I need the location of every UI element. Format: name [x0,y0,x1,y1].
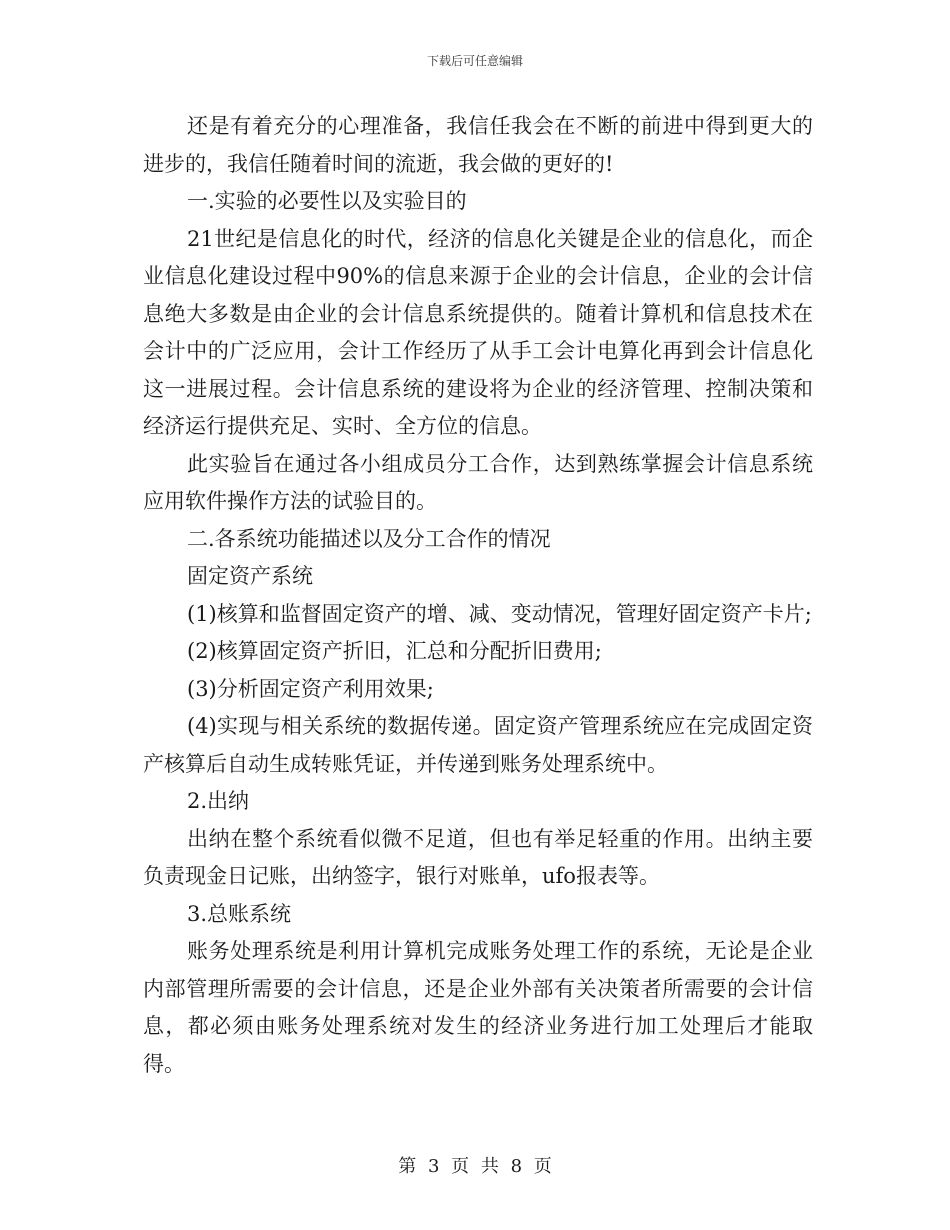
paragraph: 21世纪是信息化的时代，经济的信息化关键是企业的信息化，而企业信息化建设过程中90%的信息来源于企业的会计信息，企业的会计信息绝大多数是由企业的会计信息系统提供的。随着计算机和信息技术在会计中的广泛应用，会计工作经历了从手工会计电算化再到会计信息化这一进展过程。会计信息系统的建设将为企业的经济管理、控制决策和经济运行提供充足、实时、全方位的信息。 [143,226,813,438]
subsection-heading: 2.出纳 [187,789,250,813]
section-heading: 一.实验的必要性以及实验目的 [187,189,467,213]
paragraph: 还是有着充分的心理准备，我信任我会在不断的前进中得到更大的进步的，我信任随着时间的流逝，我会做的更好的! [143,114,813,176]
paragraph: 账务处理系统是利用计算机完成账务处理工作的系统，无论是企业内部管理所需要的会计信息，还是企业外部有关决策者所需要的会计信息，都必须由账务处理系统对发生的经济业务进行加工处理后才能取得。 [143,939,813,1076]
list-item: (3)分析固定资产利用效果; [187,676,434,701]
subsection-heading: 固定资产系统 [187,564,313,588]
list-item: (2)核算固定资产折旧，汇总和分配折旧费用; [187,639,602,663]
document-body [143,108,813,1083]
paragraph: 此实验旨在通过各小组成员分工合作，达到熟练掌握会计信息系统应用软件操作方法的试验目的。 [143,451,813,513]
list-item: (4)实现与相关系统的数据传递。固定资产管理系统应在完成固定资产核算后自动生成转账凭证，并传递到账务处理系统中。 [143,714,813,776]
page-number-footer: 第 3 页 共 8 页 [398,1156,552,1177]
page-header-note: 下载后可任意编辑 [426,54,523,68]
subsection-heading: 3.总账系统 [187,901,292,926]
paragraph: 出纳在整个系统看似微不足道，但也有举足轻重的作用。出纳主要负责现金日记账，出纳签字，银行对账单，ufo报表等。 [143,826,813,888]
section-heading: 二.各系统功能描述以及分工合作的情况 [187,526,551,551]
list-item: (1)核算和监督固定资产的增、减、变动情况，管理好固定资产卡片; [187,601,812,626]
